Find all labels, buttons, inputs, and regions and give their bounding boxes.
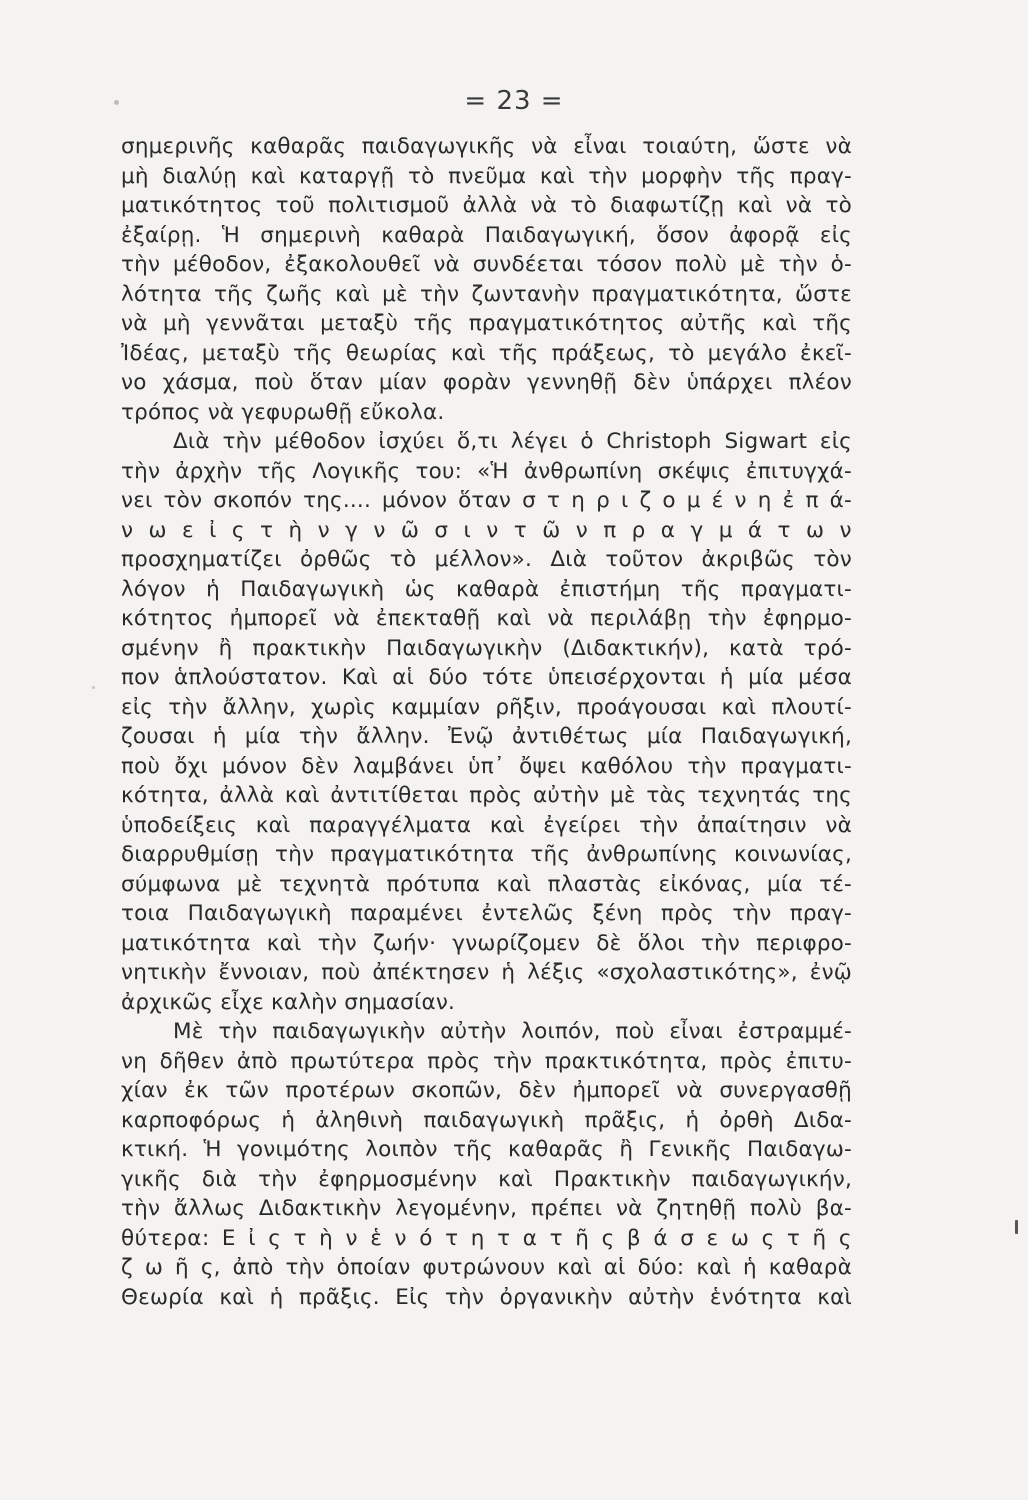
text-line: προσχηματίζει ὀρθῶς τὸ μέλλον». Διὰ τοῦτον ἀκριβῶς τὸν bbox=[121, 547, 852, 572]
text-line: διαρρυθμίσῃ τὴν πραγματικότητα τῆς ἀνθρωπίνης κοινωνίας, bbox=[121, 842, 852, 867]
text-line: τὴν ἀρχὴν τῆς Λογικῆς του: «Ἡ ἀνθρωπίνη σκέψις ἐπιτυγχά- bbox=[121, 458, 852, 484]
text-line: γικῆς διὰ τὴν ἐφηρμοσμένην καὶ Πρακτικὴν παιδαγωγικήν, bbox=[121, 1166, 852, 1192]
text-line: τρόπος νὰ γεφυρωθῇ εὔκολα. bbox=[121, 399, 445, 425]
text-line: ποὺ ὄχι μόνον δὲν λαμβάνει ὑπ᾿ ὄψει καθόλου τὴν πραγματι- bbox=[121, 753, 852, 779]
page-number: = 23 = bbox=[464, 86, 564, 116]
text-line: σύμφωνα μὲ τεχνητὰ πρότυπα καὶ πλαστὰς εἰκόνας, μία τέ- bbox=[121, 871, 852, 897]
text-line: Ἰδέας, μεταξὺ τῆς θεωρίας καὶ τῆς πράξεως, τὸ μεγάλο ἐκεῖ- bbox=[121, 340, 852, 366]
paragraph-start-line: Μὲ τὴν παιδαγωγικὴν αὐτὴν λοιπόν, ποὺ εἶναι ἐστραμμέ- bbox=[173, 1019, 852, 1044]
text-line: σμένην ἢ πρακτικὴν Παιδαγωγικὴν (Διδακτικήν), κατὰ τρό- bbox=[121, 635, 852, 661]
text-line: εἰς τὴν ἄλλην, χωρὶς καμμίαν ρῆξιν, προάγουσαι καὶ πλουτί- bbox=[121, 694, 852, 720]
text-line: καρποφόρως ἡ ἀληθινὴ παιδαγωγικὴ πρᾶξις, ἡ ὀρθὴ Διδα- bbox=[121, 1107, 852, 1133]
text-line: ζ ω ῆ ς, ἀπὸ τὴν ὁποίαν φυτρώνουν καὶ αἱ δύο: καὶ ἡ καθαρὰ bbox=[121, 1255, 852, 1280]
body-text bbox=[121, 132, 852, 1312]
text-line: ὑποδείξεις καὶ παραγγέλματα καὶ ἐγείρει τὴν ἀπαίτησιν νὰ bbox=[121, 812, 852, 838]
text-line: μὴ διαλύῃ καὶ καταργῇ τὸ πνεῦμα καὶ τὴν μορφὴν τῆς πραγ- bbox=[121, 163, 852, 189]
text-line: νητικὴν ἔννοιαν, ποὺ ἀπέκτησεν ἡ λέξις «σχολαστικότης», ἐνῷ bbox=[121, 960, 852, 985]
text-line: νὰ μὴ γεννᾶται μεταξὺ τῆς πραγματικότητος αὐτῆς καὶ τῆς bbox=[121, 311, 852, 336]
text-line: ματικότητος τοῦ πολιτισμοῦ ἀλλὰ νὰ τὸ διαφωτίζῃ καὶ νὰ τὸ bbox=[121, 193, 852, 218]
text-line: λότητα τῆς ζωῆς καὶ μὲ τὴν ζωντανὴν πραγματικότητα, ὥστε bbox=[121, 281, 852, 307]
ink-speck bbox=[92, 686, 95, 689]
text-line: κότητα, ἀλλὰ καὶ ἀντιτίθεται πρὸς αὐτὴν μὲ τὰς τεχνητάς της bbox=[121, 783, 852, 808]
text-line: λόγον ἡ Παιδαγωγικὴ ὡς καθαρὰ ἐπιστήμη τῆς πραγματι- bbox=[121, 576, 852, 602]
text-line: κότητος ἠμπορεῖ νὰ ἐπεκταθῇ καὶ νὰ περιλάβῃ τὴν ἐφηρμο- bbox=[121, 606, 852, 631]
text-line: νο χάσμα, ποὺ ὅταν μίαν φορὰν γεννηθῇ δὲν ὑπάρχει πλέον bbox=[121, 370, 852, 395]
text-line: τὴν ἄλλως Διδακτικὴν λεγομένην, πρέπει νὰ ζητηθῇ πολὺ βα- bbox=[121, 1196, 852, 1221]
text-line: σημερινῆς καθαρᾶς παιδαγωγικῆς νὰ εἶναι τοιαύτη, ὥστε νὰ bbox=[121, 134, 852, 159]
text-line: χίαν ἐκ τῶν προτέρων σκοπῶν, δὲν ἠμπορεῖ νὰ συνεργασθῇ bbox=[121, 1078, 852, 1103]
text-line: πον ἁπλούστατον. Καὶ αἱ δύο τότε ὑπεισέρχονται ἡ μία μέσα bbox=[121, 665, 852, 690]
paragraph-start-line: Διὰ τὴν μέθοδον ἰσχύει ὅ,τι λέγει ὁ Christoph Sigwart εἰς bbox=[173, 429, 852, 454]
text-line: νη δῆθεν ἀπὸ πρωτύτερα πρὸς τὴν πρακτικότητα, πρὸς ἐπιτυ- bbox=[121, 1048, 852, 1074]
text-line: ματικότητα καὶ τὴν ζωήν· γνωρίζομεν δὲ ὅλοι τὴν περιφρο- bbox=[121, 930, 852, 956]
text-line: ζουσαι ἡ μία τὴν ἄλλην. Ἐνῷ ἀντιθέτως μία Παιδαγωγική, bbox=[121, 724, 852, 749]
spaced-emphasis-line: θύτερα: Ε ἰ ς τ ὴ ν ἑ ν ό τ η τ α τ ῆ ς β ά σ ε ω ς τ ῆ ς bbox=[121, 1225, 852, 1251]
text-line: τοια Παιδαγωγικὴ παραμένει ἐντελῶς ξένη πρὸς τὴν πραγ- bbox=[121, 901, 852, 926]
spaced-emphasis-line: ν ω ε ἰ ς τ ὴ ν γ ν ῶ σ ι ν τ ῶ ν π ρ α γ μ ά τ ω ν bbox=[121, 517, 852, 543]
text-line: τὴν μέθοδον, ἐξακολουθεῖ νὰ συνδέεται τόσον πολὺ μὲ τὴν ὁ- bbox=[121, 252, 852, 277]
text-line: Θεωρία καὶ ἡ πρᾶξις. Εἰς τὴν ὀργανικὴν αὐτὴν ἑνότητα καὶ bbox=[121, 1284, 852, 1310]
text-line: ἀρχικῶς εἶχε καλὴν σημασίαν. bbox=[121, 989, 456, 1015]
text-line: ἐξαίρῃ. Ἡ σημερινὴ καθαρὰ Παιδαγωγική, ὅσον ἀφορᾷ εἰς bbox=[121, 222, 852, 248]
text-line: κτική. Ἡ γονιμότης λοιπὸν τῆς καθαρᾶς ἢ Γενικῆς Παιδαγω- bbox=[121, 1137, 852, 1162]
ink-speck bbox=[1015, 1220, 1018, 1234]
text-line: νει τὸν σκοπόν της.... μόνον ὅταν σ τ η ρ ι ζ ο μ έ ν η ἐ π ά- bbox=[121, 488, 852, 513]
